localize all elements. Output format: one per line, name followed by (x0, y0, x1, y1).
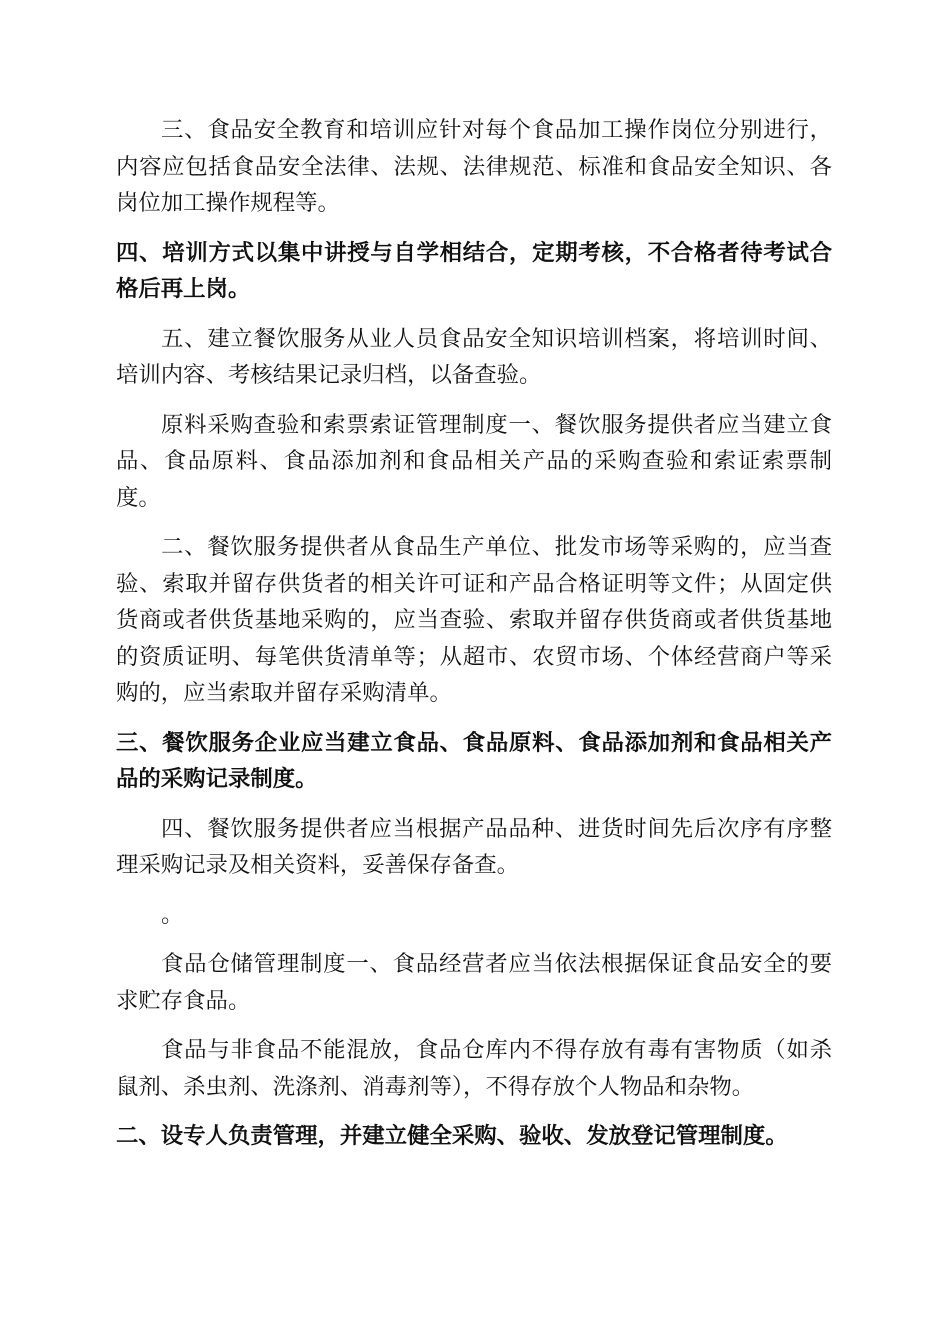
document-body (116, 112, 832, 1155)
paragraph-records-keeping: 四、餐饮服务提供者应当根据产品品种、进货时间先后次序有序整理采购记录及相关资料，妥善保存备查。 (116, 815, 832, 878)
paragraph-storage-system: 食品仓储管理制度一、食品经营者应当依法根据保证食品安全的要求贮存食品。 (116, 951, 832, 1014)
paragraph-training-archive: 五、建立餐饮服务从业人员食品安全知识培训档案，将培训时间、培训内容、考核结果记录归档，以备查验。 (116, 325, 832, 388)
paragraph-procurement-system: 原料采购查验和索票索证管理制度一、餐饮服务提供者应当建立食品、食品原料、食品添加剂和食品相关产品的采购查验和索证索票制度。 (116, 411, 832, 511)
paragraph-storage-management: 二、设专人负责管理，并建立健全采购、验收、发放登记管理制度。 (116, 1123, 788, 1149)
paragraph-procurement-records: 三、餐饮服务企业应当建立食品、食品原料、食品添加剂和食品相关产品的采购记录制度。 (116, 729, 832, 792)
paragraph-storage-separation: 食品与非食品不能混放，食品仓库内不得存放有毒有害物质（如杀鼠剂、杀虫剂、洗涤剂、消毒剂等），不得存放个人物品和杂物。 (116, 1037, 832, 1100)
paragraph-training-method: 四、培训方式以集中讲授与自学相结合，定期考核，不合格者待考试合格后再上岗。 (116, 239, 832, 302)
paragraph-training-content: 三、食品安全教育和培训应针对每个食品加工操作岗位分别进行，内容应包括食品安全法律、法规、法律规范、标准和食品安全知识、各岗位加工操作规程等。 (116, 117, 832, 216)
paragraph-procurement-verification: 二、餐饮服务提供者从食品生产单位、批发市场等采购的，应当查验、索取并留存供货者的相关许可证和产品合格证明等文件；从固定供货商或者供货基地采购的，应当查验、索取并留存供货商或者供货基地的资质证明、每笔供货清单等；从超市、农贸市场、个体经营商户等采购的，应当索取并留存采购清单。 (116, 534, 832, 706)
paragraph-period: 。 (161, 901, 184, 928)
